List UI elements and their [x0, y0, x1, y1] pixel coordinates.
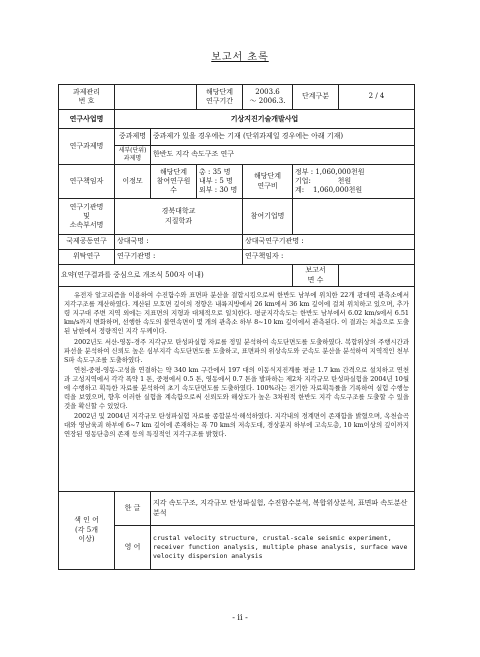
row-management [59, 85, 415, 110]
institution-label: 연구기관명 및 소속부서명 [59, 199, 115, 235]
report-abstract-form [58, 84, 415, 570]
fund-values [293, 165, 415, 199]
keywords-label: 색 인 어 (각 5개 이상) [59, 492, 115, 570]
summary-body [59, 287, 415, 492]
row-summary-header [59, 265, 415, 287]
row-keywords-kr [59, 492, 415, 526]
summary-paragraph: 2002년 및 2004년 지각규모 탄성파실험 자료를 종합분석·해석하였다. 지각내의 경계면이 존재함을 밝혔으며, 옥천습곡대와 영남육괴 하부에 6~7 km 깊이에 존재하는 폭 70 km의 저속도대, 경상분지 하부에 고속도층, 10 km이상의 깊이까지 연장된 영동단층의 존재 등의 특징적인 지각구조를 밝혔다. [64, 412, 409, 439]
fund-label: 해당단계 연구비 [243, 165, 293, 199]
staff-outer: 외부 : 30 명 [199, 186, 238, 195]
document-title: 보고서 초록 [211, 52, 269, 63]
row-project-main [59, 129, 415, 146]
fund-private: 기업: 천원 [295, 176, 352, 185]
report-pages-value [339, 265, 415, 287]
row-program [59, 110, 415, 129]
row-summary-body [59, 287, 415, 492]
period-label: 해당단계 연구기간 [197, 85, 243, 110]
keywords-kr-value: 지각 속도구조, 지각규모 탄성파실험, 수진함수분석, 복합위상분석, 표면파 속도분산분석 [151, 492, 415, 526]
contract-pi: 연구책임자 : [243, 250, 415, 265]
row-researcher [59, 165, 415, 199]
project-name-label: 연구과제명 [59, 129, 115, 165]
partner-institute: 상대국연구기관명 : [243, 235, 415, 250]
main-project-value: 중과제가 있을 경우에는 기재 (단위과제일 경우에는 아래 기재) [151, 129, 415, 146]
sub-project-label: 세부(단위)과제명 [115, 146, 151, 165]
period-value: 2003.6 ～ 2006.3. [243, 85, 293, 110]
staff-inner: 내부 : 5 명 [199, 176, 233, 185]
fund-total: 계: 1,060,000천원 [295, 186, 363, 195]
keywords-kr-label: 한 글 [115, 492, 151, 526]
keywords-en-value: crustal velocity structure, crustal-scale seismic experiment, receiver function analysis, multiple phase analysis, surface wave velocity dispersion analysis [151, 526, 415, 570]
mgmt-no-label: 과제관리 번 호 [59, 85, 115, 110]
stage-label: 단계구분 [293, 85, 339, 110]
summary-label: 요약(연구결과를 중심으로 개조식 500자 이내) [59, 265, 293, 287]
staff-label: 해당단계 참여연구원 수 [151, 165, 197, 199]
summary-paragraph: 연천-중평-영동-고성을 연결하는 약 340 km 구간에서 197 대의 이동식지진계를 평균 1.7 km 간격으로 설치하고 연천과 고성지역에서 각각 폭약 1 톤, 중평에서 0.5 톤, 영동에서 0.7 톤을 발파하는 제2차 지각규모 탄성파실험을 2004년 10월에 수행하고 획득한 자료를 분석하여 초기 속도단면도를 도출하였다. 100%라는 전기한 자료획득률을 기록하여 실험 수행능력을 보였으며, 향후 이러한 실험을 계속함으로써 신뢰도와 해상도가 높은 3차원적 한반도 지각 속도구조를 도출할 수 있을 것을 확신할 수 있었다. [64, 365, 409, 411]
staff-counts [197, 165, 243, 199]
summary-paragraph: 2002년도 서산-영동-경주 지각규모 탄성파실험 자료를 정밀 분석하여 속도단면도를 도출하였다. 복합위상의 주행시간과 파선을 분석하여 신뢰도 높은 심부지각 속도단면도를 도출하고, 표면파의 위상속도와 군속도 분산을 분석하여 지역적인 천부 S파 속도구조를 도출하였다. [64, 337, 409, 364]
program-value: 기상지진기술개발사업 [115, 110, 415, 129]
summary-paragraph: 유전자 알고리즘을 이용하여 수진함수와 표면파 분산을 결합시킴으로써 한반도 남부에 위치한 22개 광대역 관측소에서 지각구조를 계산하였다. 계산된 모호면 깊이의 경향은 내륙지방에서 26 km에서 36 km 깊이에 걸쳐 위치하고 있으며, 추가령 지구대 주변 지역 외에는 지표면의 지형과 대체적으로 일치한다. 평균지각속도는 한반도 남부에서 6.02 km/s에서 6.51 km/s까지 변화하며, 선행한 속도의 불연속면이 몇 개의 관측소 하부 8~10 km 깊이에서 관측된다. 이 결과는 처음으로 도출된 남한에서 정량적인 지각 두께이다. [64, 291, 409, 336]
row-institution [59, 199, 415, 235]
row-international [59, 235, 415, 250]
pi-label: 연구책임자 [59, 165, 115, 199]
sub-project-value: 한반도 지각 속도구조 연구 [151, 146, 415, 165]
row-contract [59, 250, 415, 265]
mgmt-no-value [115, 85, 197, 110]
report-pages-label: 보고서 면 수 [293, 265, 339, 287]
partner-country: 상대국명 : [115, 235, 243, 250]
contract-label: 위탁연구 [59, 250, 115, 265]
staff-total: 총 : 35 명 [199, 167, 231, 176]
fund-gov: 정부 : 1,060,000천원 [295, 167, 365, 176]
intl-label: 국제공동연구 [59, 235, 115, 250]
company-label: 참여기업명 [243, 199, 293, 235]
page-number: - ii - [232, 613, 248, 622]
main-project-label: 중과제명 [115, 129, 151, 146]
institution-value: 경북대학교 지질학과 [115, 199, 243, 235]
company-value [293, 199, 415, 235]
keywords-en-label: 영 어 [115, 526, 151, 570]
pi-name: 이정모 [115, 165, 151, 199]
stage-value: 2 / 4 [339, 85, 415, 110]
program-label: 연구사업명 [59, 110, 115, 129]
contract-institute: 연구기관명 : [115, 250, 243, 265]
